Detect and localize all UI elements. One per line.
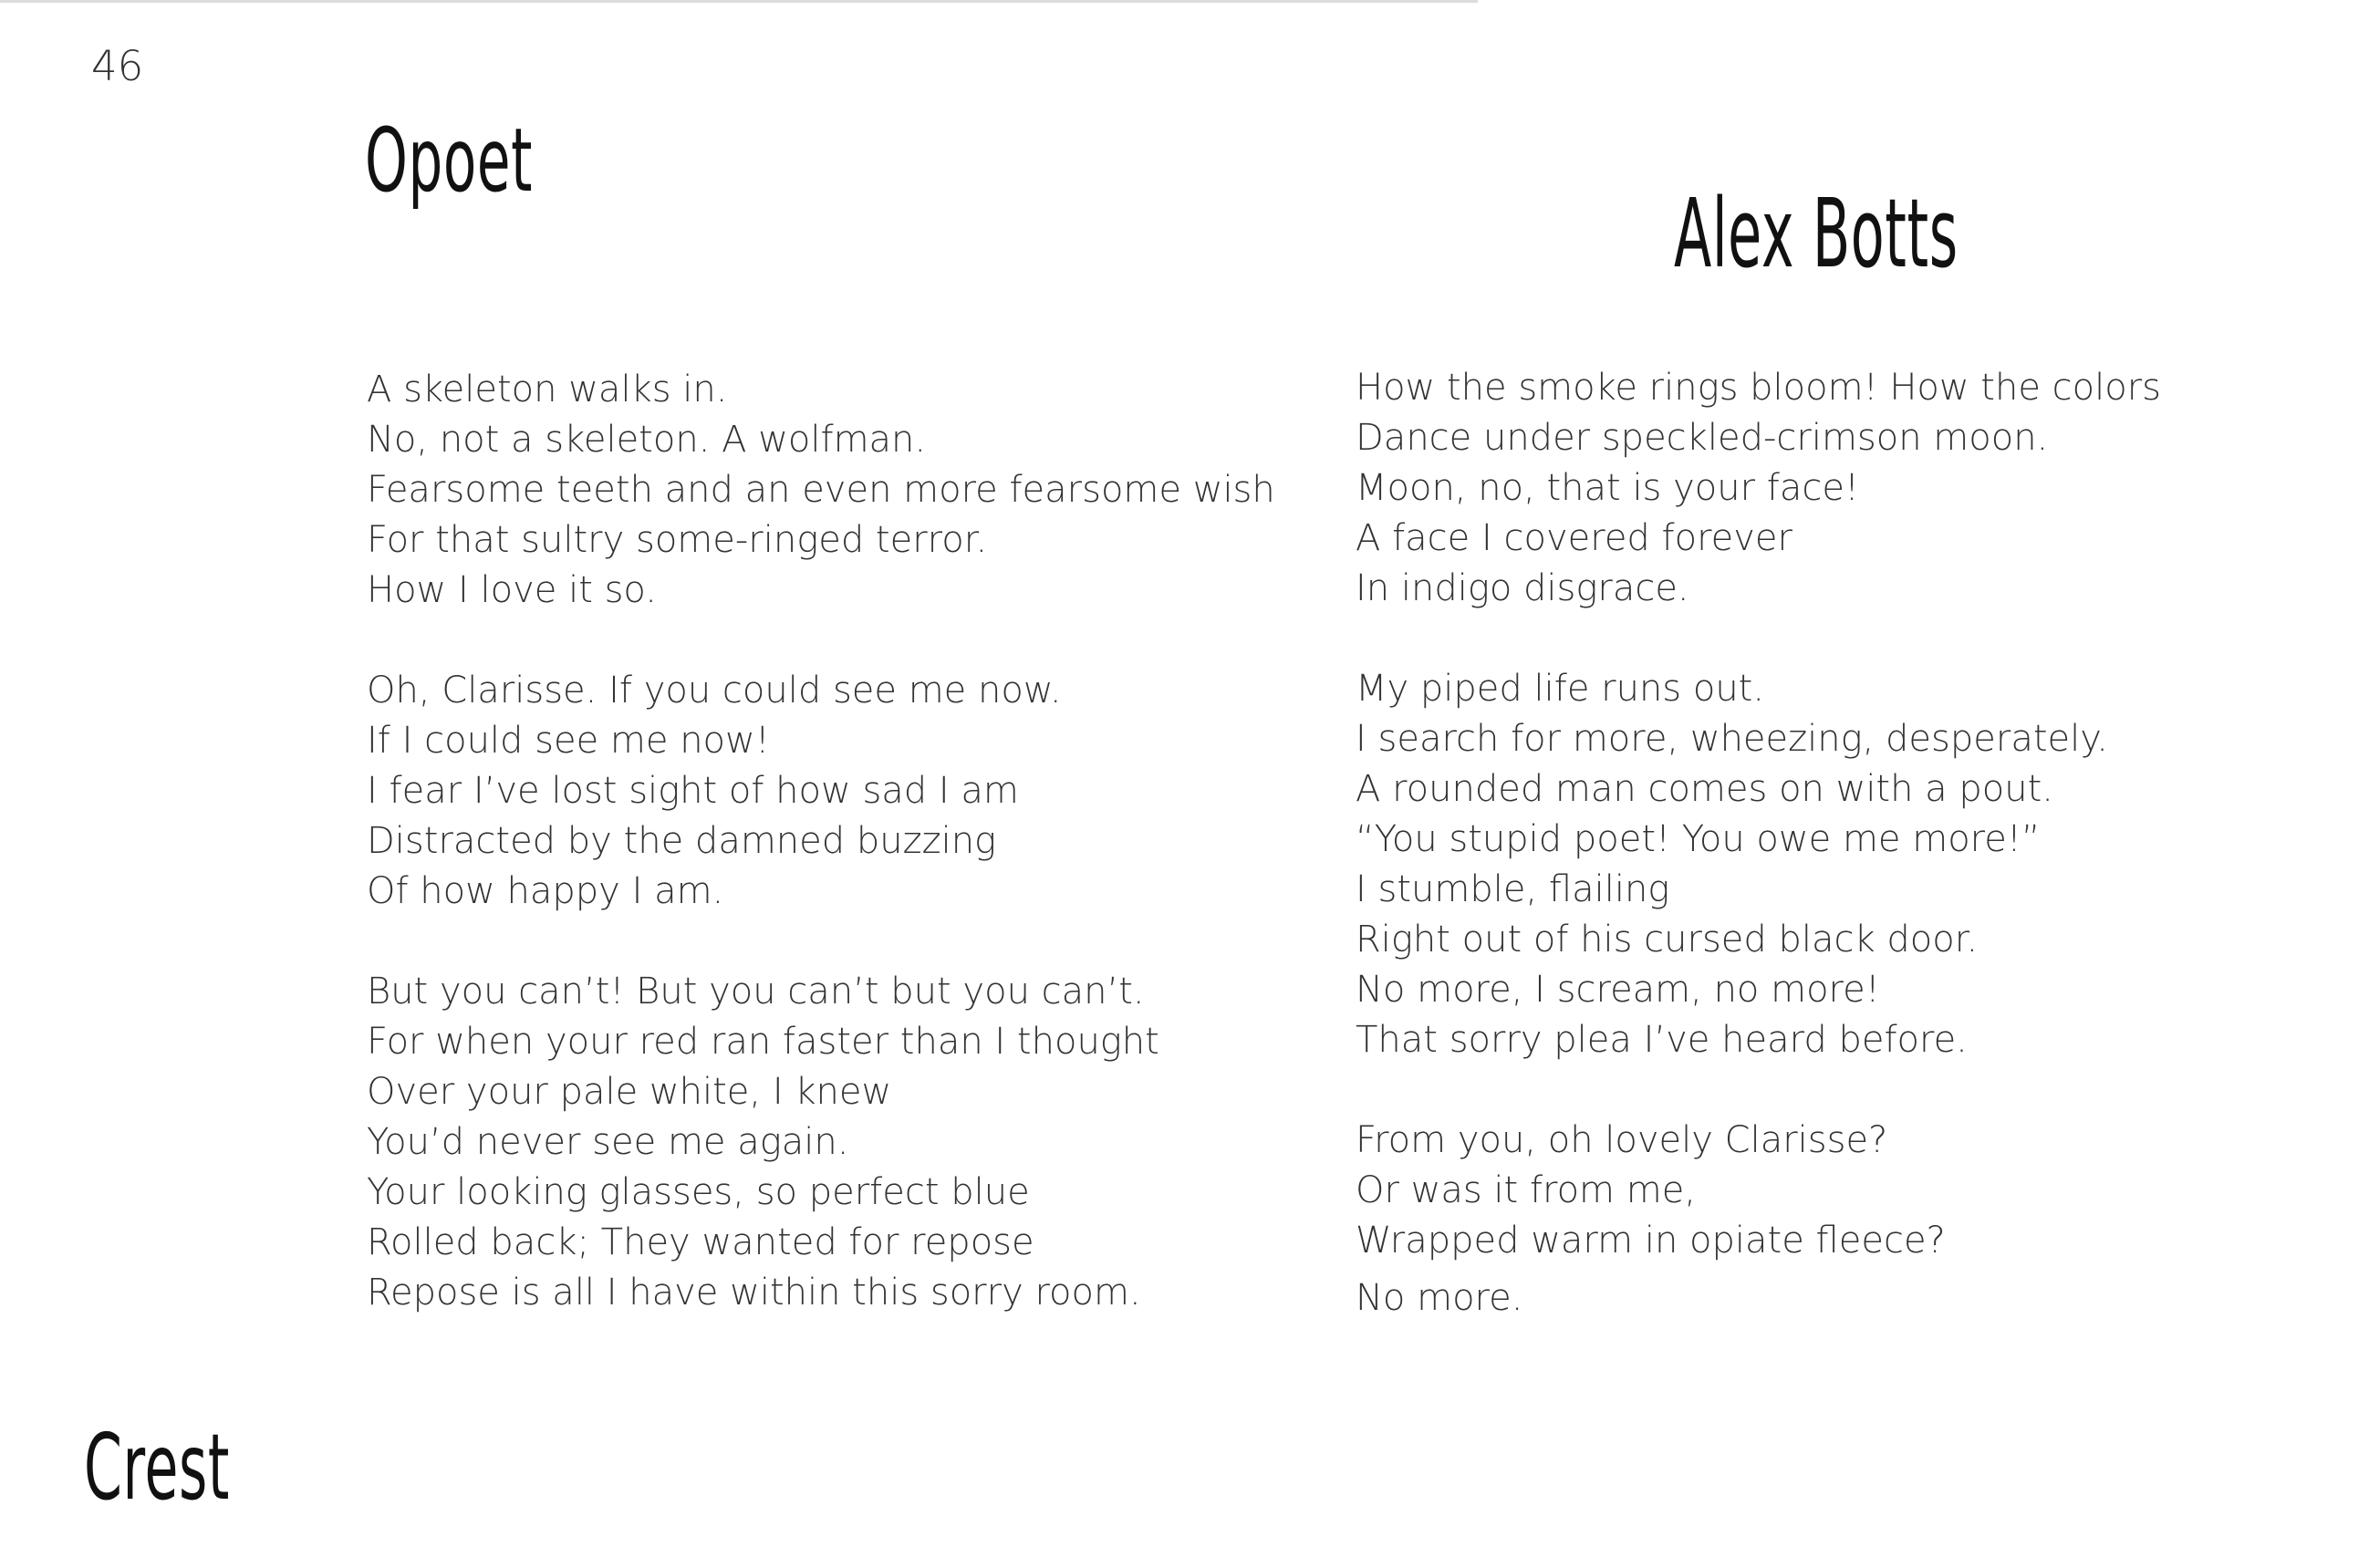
poem-line: My piped life runs out. <box>1356 668 1765 710</box>
poem-line: Moon, no, that is your face! <box>1356 467 1859 509</box>
stanza <box>1356 664 2161 1065</box>
poem-line: Oh, Clarisse. If you could see me now. <box>367 670 1062 711</box>
poem-line: If I could see me now! <box>367 720 770 762</box>
poem-left-column <box>367 365 1275 1368</box>
poem-line: “You stupid poet! You owe me more!” <box>1356 818 2041 860</box>
poem-line: For that sultry some-ringed terror. <box>367 519 988 561</box>
poem-line: Wrapped warm in opiate fleece? <box>1356 1220 1946 1262</box>
poem-line: Dance under speckled-crimson moon. <box>1356 417 2049 459</box>
poem-line: Distracted by the damned buzzing <box>367 820 997 862</box>
poem-line: A face I covered forever <box>1356 517 1792 559</box>
stanza <box>367 365 1275 616</box>
poem-right-column <box>1356 363 2161 1324</box>
stanza <box>1356 1116 2161 1324</box>
poem-line: A rounded man comes on with a pout. <box>1356 768 2054 810</box>
poem-line: Repose is all I have within this sorry room. <box>367 1272 1141 1314</box>
poem-line: That sorry plea I’ve heard before. <box>1356 1019 1968 1061</box>
poem-line: I search for more, wheezing, desperately. <box>1356 718 2108 760</box>
poem-line: In indigo disgrace. <box>1356 567 1689 609</box>
poem-line: No, not a skeleton. A wolfman. <box>367 419 927 461</box>
poem-line: No more, I scream, no more! <box>1356 969 1880 1011</box>
poem-line: How I love it so. <box>367 569 657 611</box>
poem-line: Of how happy I am. <box>367 870 724 912</box>
poem-line: Over your pale white, I knew <box>367 1071 892 1113</box>
poem-line: Rolled back; They wanted for repose <box>367 1221 1034 1263</box>
poem-line: You’d never see me again. <box>367 1121 849 1163</box>
top-rule <box>0 0 1478 3</box>
poem-line: I stumble, flailing <box>1356 868 1670 910</box>
page-number: 46 <box>91 42 144 90</box>
stanza <box>367 666 1275 917</box>
poem-line: From you, oh lovely Clarisse? <box>1356 1119 1888 1161</box>
stanza <box>1356 363 2161 614</box>
poem-line: Right out of his cursed black door. <box>1356 919 1979 961</box>
poem-line: I fear I’ve lost sight of how sad I am <box>367 770 1019 812</box>
poem-title: Opoet <box>365 109 534 212</box>
poem-author: Alex Botts <box>1674 178 1959 289</box>
poem-final-line: No more. <box>1356 1277 1523 1319</box>
stanza <box>367 967 1275 1318</box>
poem-line: But you can’t! But you can’t but you can’t. <box>367 971 1145 1012</box>
poem-line: A skeleton walks in. <box>367 369 728 410</box>
poem-line: Fearsome teeth and an even more fearsome wish <box>367 469 1275 511</box>
poem-line: Or was it from me, <box>1356 1169 1697 1211</box>
poem-line: How the smoke rings bloom! How the colors <box>1356 367 2161 409</box>
publication-name: Crest <box>84 1414 230 1521</box>
poem-line: Your looking glasses, so perfect blue <box>367 1171 1030 1213</box>
poem-line: For when your red ran faster than I thought <box>367 1021 1159 1063</box>
